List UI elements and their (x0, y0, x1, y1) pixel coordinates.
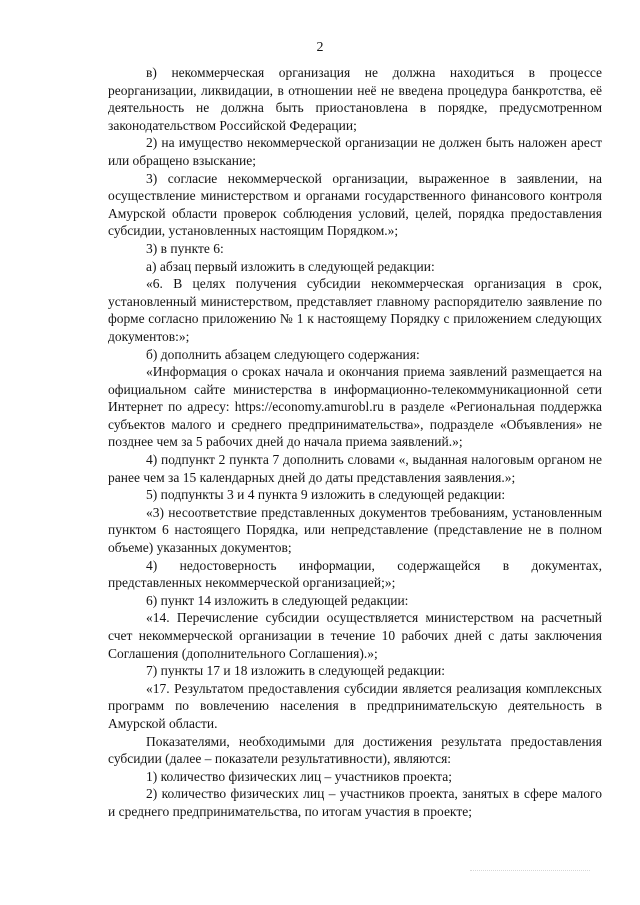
paragraph: «Информация о сроках начала и окончания приема заявлений размещается на официальном сайте министерства в информационно-телекоммуникационной сети Интернет по адресу: https://economy.amurobl.ru в разделе «Региональная поддержка субъектов малого и среднего предпринимательства», подразделе «Объявления» не позднее чем за 5 рабочих дней до начала приема заявлений.»; (108, 364, 602, 450)
paragraph: 4) недостоверность информации, содержащейся в документах, представленных некоммерческой организацией;»; (108, 557, 602, 591)
paragraph: 7) пункты 17 и 18 изложить в следующей редакции: (146, 663, 445, 679)
footer-dotted-line (470, 870, 590, 871)
page-number: 2 (316, 40, 324, 55)
paragraph: «3) несоответствие представленных документов требованиям, установленным пунктом 6 настоящего Порядка, или непредставление (представление не в полном объеме) указанных документов; (108, 504, 602, 556)
paragraph: 2) на имущество некоммерческой организации не должен быть наложен арест или обращено взыскание; (108, 135, 602, 168)
paragraph: 5) подпункты 3 и 4 пункта 9 изложить в следующей редакции: (146, 487, 506, 503)
paragraph: Показателями, необходимыми для достижения результата предоставления субсидии (далее – показатели результативности), являются: (108, 733, 602, 767)
paragraph: в) некоммерческая организация не должна находиться в процессе реорганизации, ликвидации, в отношении неё не введена процедура банкротства, её деятельность не должна быть приостановлена в порядке, предусмотренном законодательством Российской Федерации; (108, 65, 602, 133)
paragraph: 6) пункт 14 изложить в следующей редакции: (146, 592, 409, 608)
paragraph: 3) в пункте 6: (146, 240, 224, 256)
document-body (108, 64, 602, 821)
paragraph: 2) количество физических лиц – участников проекта, занятых в сфере малого и среднего предпринимательства, по итогам участия в проекте; (108, 786, 602, 819)
paragraph: 4) подпункт 2 пункта 7 дополнить словами «, выданная налоговым органом не ранее чем за 15 календарных дней до даты представления заявления.»; (108, 452, 602, 485)
paragraph: 3) согласие некоммерческой организации, выраженное в заявлении, на осуществление министерством и органами государственного финансового контроля Амурской области проверок соблюдения условий, целей, порядка предоставления субсидии, установленных настоящим Порядком.»; (108, 170, 602, 239)
paragraph: «6. В целях получения субсидии некоммерческая организация в срок, установленный министерством, представляет главному распорядителю заявление по форме согласно приложению № 1 к настоящему Порядку с приложением следующих документов:»; (108, 276, 602, 344)
paragraph: «17. Результатом предоставления субсидии является реализация комплексных программ по вовлечению населения в предпринимательскую деятельность в Амурской области. (108, 680, 602, 731)
paragraph: 1) количество физических лиц – участников проекта; (146, 768, 452, 784)
paragraph: а) абзац первый изложить в следующей редакции: (146, 258, 435, 274)
paragraph: б) дополнить абзацем следующего содержания: (146, 346, 420, 362)
paragraph: «14. Перечисление субсидии осуществляется министерством на расчетный счет некоммерческой организации в течение 10 рабочих дней с даты заключения Соглашения (дополнительного Соглашения).»; (108, 610, 602, 661)
